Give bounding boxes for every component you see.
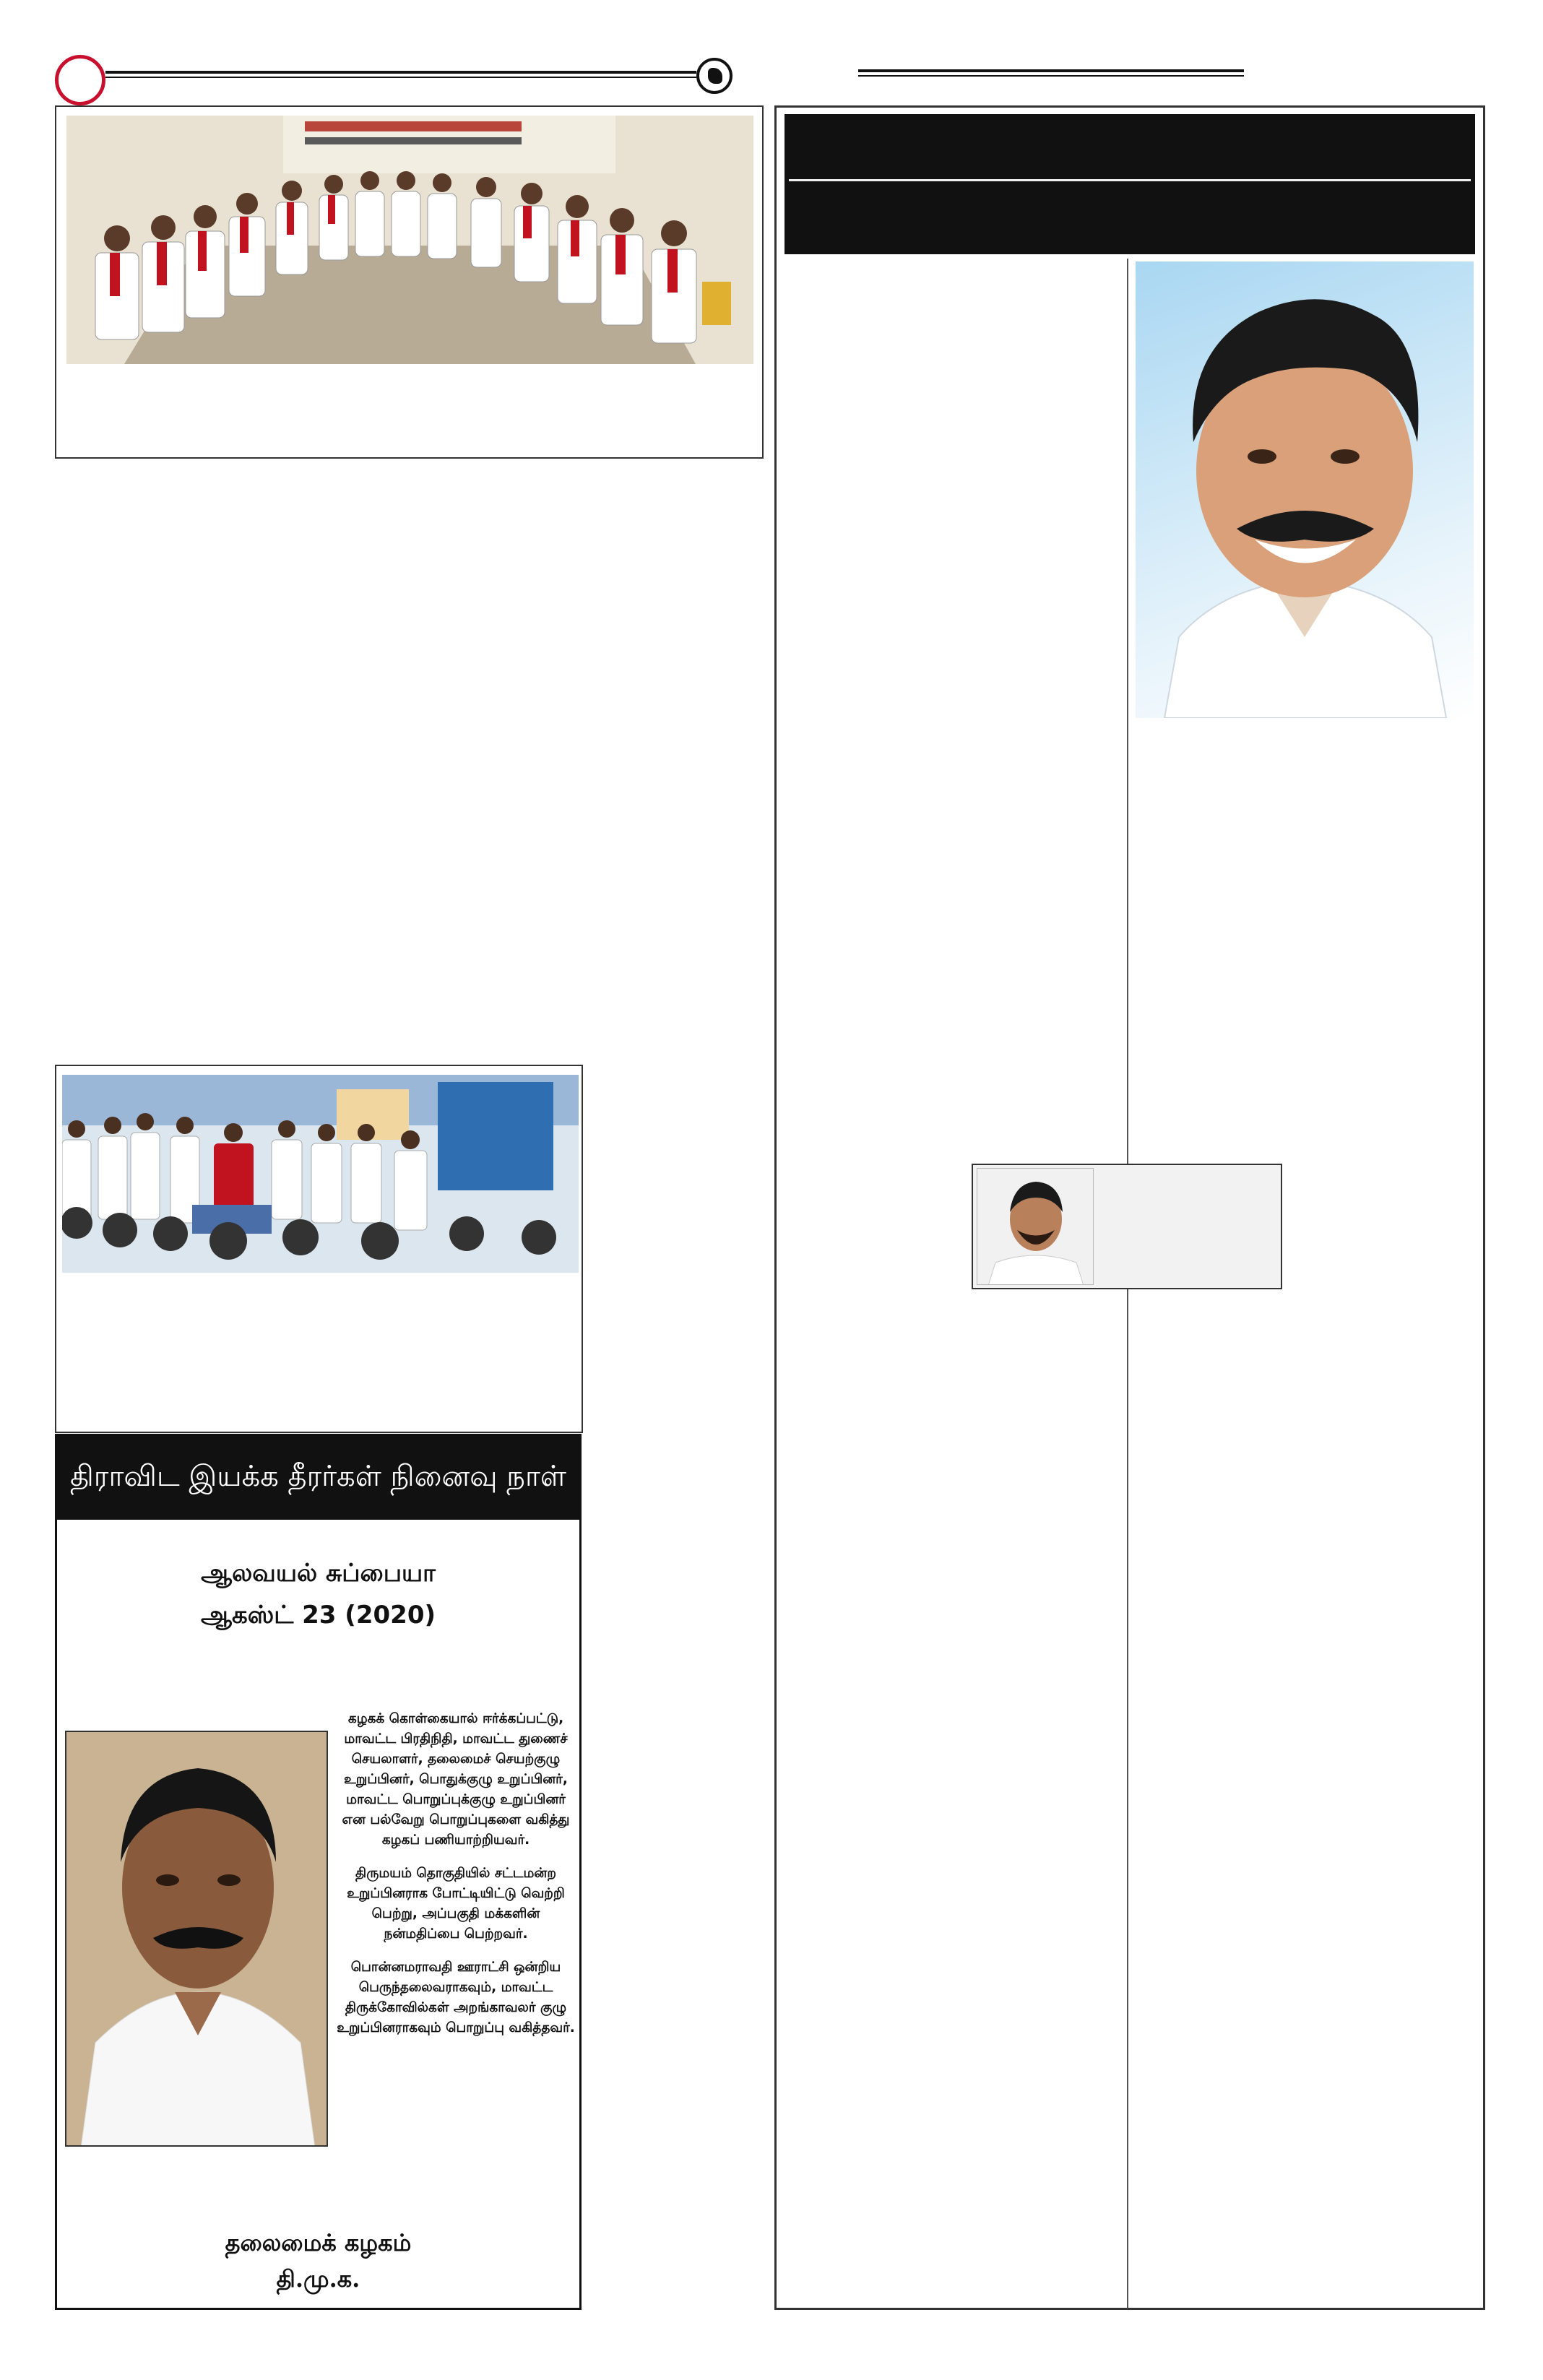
memorial-footer-party: தி.மு.க.	[276, 2265, 360, 2293]
memorial-bio-paragraph-2: திருமயம் தொகுதியில் சட்டமன்ற உறுப்பினராக போட்டியிட்டு வெற்றி பெற்று, அப்பகுதி மக்களின் நன்மதிப்பை பெற்றவர்.	[347, 1866, 565, 1942]
memorial-portrait-illustration	[66, 1732, 328, 2147]
middle-photo-box	[55, 1065, 583, 1433]
memorial-footer-headquarters: தலைமைக் கழகம்	[225, 2229, 412, 2256]
memorial-portrait-photo	[65, 1731, 328, 2147]
memorial-name: ஆலவயல் சுப்பையா	[201, 1559, 436, 1588]
right-column-header-bar	[785, 114, 1475, 254]
top-photo-box	[55, 105, 764, 459]
leader-portrait-illustration	[1136, 261, 1474, 718]
inset-person-illustration	[977, 1169, 1094, 1285]
memorial-date: ஆகஸ்ட் 23 (2020)	[200, 1601, 436, 1630]
leader-portrait-photo	[1136, 261, 1474, 718]
header-rule-left	[105, 71, 696, 78]
party-emblem-icon	[696, 58, 732, 94]
right-column-header-rule	[789, 179, 1471, 181]
book-presentation-photo	[62, 1075, 579, 1273]
memorial-bio-paragraph-1: கழகக் கொள்கையால் ஈர்க்கப்பட்டு, மாவட்ட பிரதிநிதி, மாவட்ட துணைச் செயலாளர், தலைமைச் செயற்குழு உறுப்பினர், பொதுக்குழு உறுப்பினர், மாவட்ட பொறுப்புக்குழு உறுப்பினர் என பல்வேறு பொறுப்புகளை வகித்து கழகப் பணியாற்றியவர்.	[342, 1711, 570, 1848]
memorial-bio-paragraph-3: பொன்னமராவதி ஊராட்சி ஒன்றிய பெருந்தலைவராகவும், மாவட்ட திருக்கோவில்கள் அறங்காவலர் குழு உறுப்பினராகவும் பொறுப்பு வகித்தவர்.	[337, 1960, 575, 2035]
page-number-circle-icon	[55, 55, 105, 105]
group-meeting-illustration	[66, 116, 753, 364]
book-presentation-illustration	[62, 1075, 579, 1273]
inset-person-photo	[977, 1168, 1094, 1285]
header-rule-right	[858, 69, 1244, 77]
group-meeting-photo	[66, 116, 753, 364]
memorial-biography	[337, 1709, 575, 2051]
memorial-header: திராவிட இயக்க தீரர்கள் நினைவு நாள்	[57, 1436, 579, 1520]
